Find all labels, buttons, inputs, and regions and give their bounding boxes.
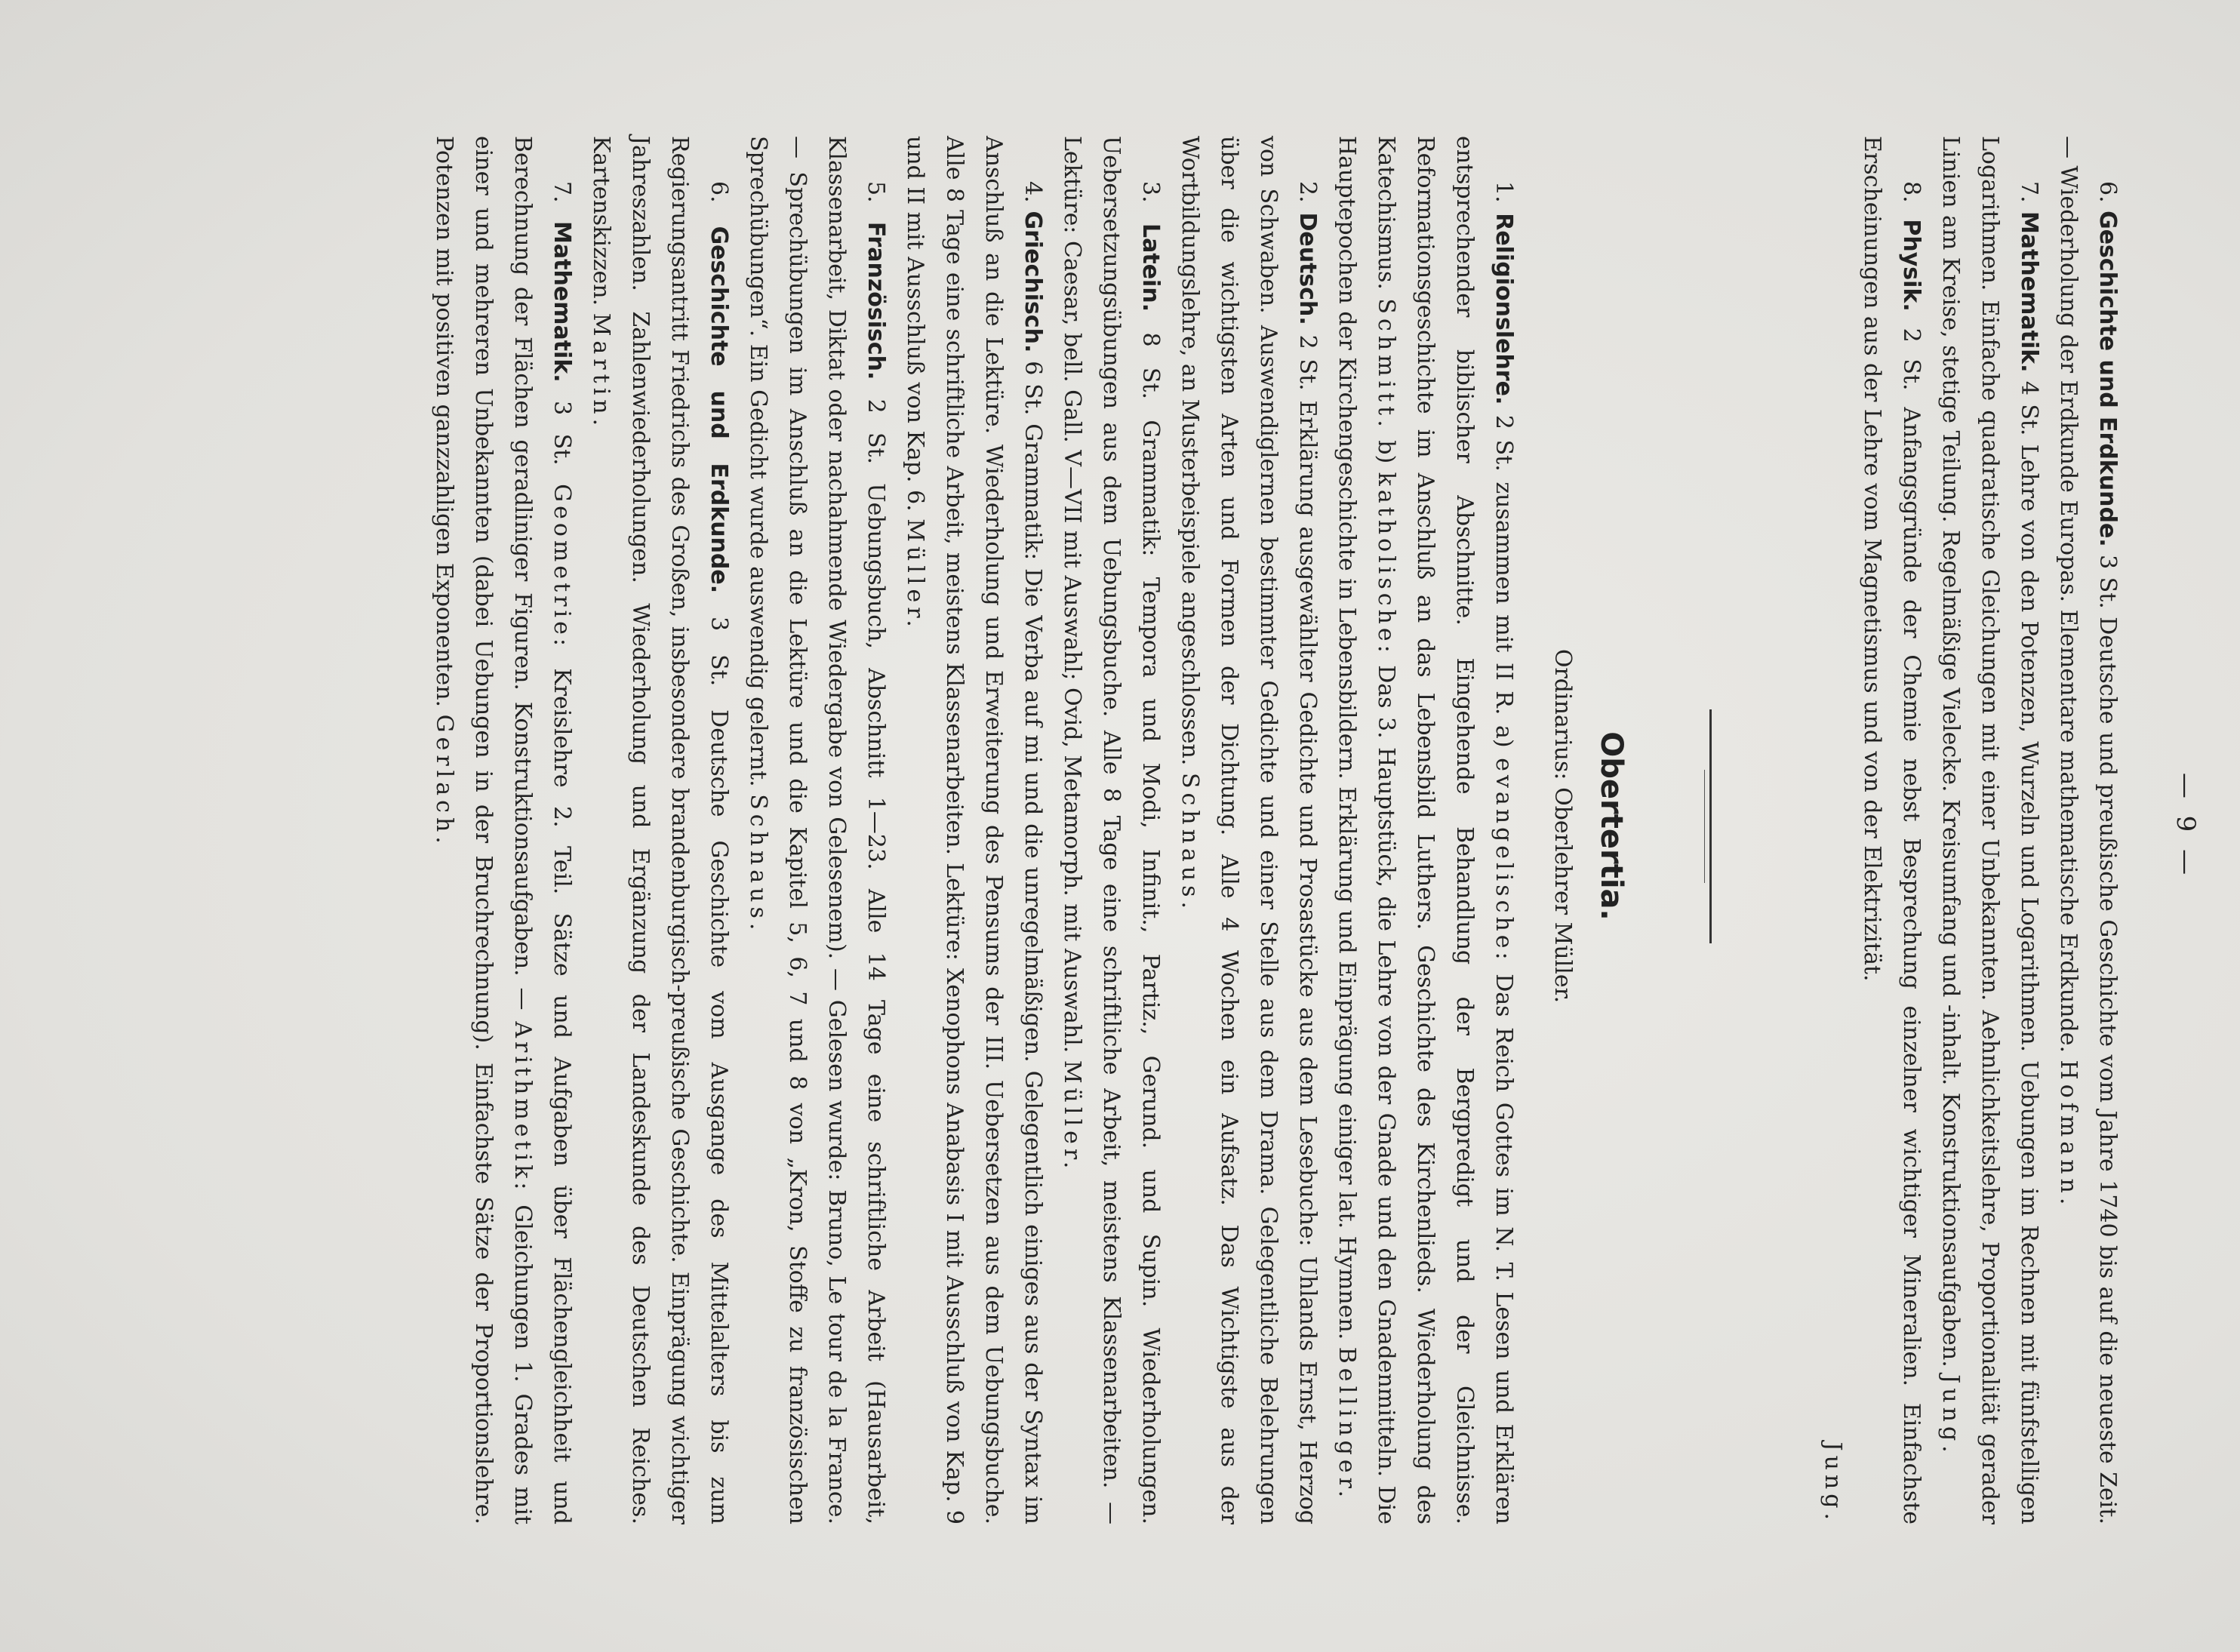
teacher-name: Gerlach. — [431, 714, 457, 848]
spaced-term: Arithmetik: — [509, 1021, 536, 1194]
teacher-name: Schmitt. — [1373, 298, 1399, 432]
paragraph-heading: Geschichte und Erdkunde. — [2094, 211, 2121, 547]
section-divider — [1709, 709, 1712, 943]
paragraph-number: 5. — [863, 181, 889, 203]
paragraph-heading: Griechisch. — [1020, 211, 1046, 353]
teacher-name: Müller. — [1059, 1060, 1085, 1174]
paragraph-text: Kreislehre 2. Teil. Sätze und Aufgaben über Flächengleichheit und Berechnung der Flächen geradliniger Figuren. Konstruktionsaufgaben. — — [509, 136, 575, 1524]
spaced-term: evangelische: — [1491, 758, 1517, 964]
teacher-name: Schnaus. — [745, 794, 771, 935]
paragraph-heading: Latein. — [1137, 223, 1164, 312]
paragraph-heading: Deutsch. — [1294, 212, 1321, 325]
paragraph-number: 1. — [1491, 181, 1517, 203]
paragraph-number: 6. — [2094, 181, 2121, 203]
teacher-name: Jung. — [1937, 1374, 1964, 1457]
paragraph-text: Das 3. Hauptstück, die Lehre von der Gnade und den Gnadenmitteln. Die Hauptepochen der Kirchengeschichte in Lebensbildern. Erklärung und Einprägung einiger lat. Hymnen. — [1334, 136, 1399, 1524]
top-section — [1813, 136, 2127, 1524]
class-title: Obertertia. — [1594, 731, 1629, 921]
paragraph-text: Gleichungen 1. Grades mit einer und mehreren Unbekannten (dabei Uebungen in der Bruchrechnung). Einfachste Sätze der Proportionslehre. Potenzen mit positiven ganzzahligen Exponenten. — [431, 136, 536, 1524]
spaced-term: katholische: — [1373, 472, 1399, 657]
paragraph-heading: Mathematik. — [549, 221, 575, 383]
paragraph-text: 6 St. Grammatik: Die Verba auf mi und die unregelmäßigen. Gelegentlich einiges aus der Syntax im Anschluß an die Lektüre. Wiederholung und Erweiterung des Pensums der III. Uebersetzen aus dem Uebungsbuche. Alle 8 Tage eine schriftliche Arbeit, meistens Klassenarbeiten. Lektüre: Xenophons Anabasis I mit Ausschluß von Kap. 9 und II mit Ausschluß von Kap. 6. — [902, 136, 1046, 1524]
teacher-name: Jung. — [1820, 1441, 1846, 1524]
section-divider-thin — [1704, 770, 1705, 883]
paragraph-latein — [1052, 136, 1170, 1524]
paragraph-heading: Religionslehre. — [1491, 213, 1517, 405]
paragraph-mathematik-1 — [1931, 136, 2048, 1524]
page-number: — 9 — — [2171, 772, 2201, 880]
paragraph-text: b) — [1373, 431, 1399, 472]
paragraph-number: 3. — [1137, 181, 1164, 203]
paragraph-number: 7. — [549, 181, 575, 203]
paragraph-deutsch — [1170, 136, 1327, 1524]
paragraph-physik — [1813, 136, 1931, 1524]
paragraph-text: 4 St. Lehre von den Potenzen, Wurzeln und Logarithmen. Uebungen im Rechnen mit fünfstelligen Logarithmen. Einfache quadratische Gleichungen mit einer Unbekannten. Aehnlichkeitslehre, Proportionalität gerader Linien am Kreise, stetige Teilung. Regelmäßige Vielecke. Kreisumfang und -inhalt. Konstruktionsaufgaben. — [1937, 136, 2042, 1524]
paragraph-religionslehre — [1327, 136, 1523, 1524]
paragraph-text: 2 St. Anfangsgründe der Chemie nebst Besprechung einzelner wichtiger Mineralien. Einfachste Erscheinungen aus der Lehre vom Magnetismus und von der Elektrizität. — [1859, 136, 1925, 1524]
paragraph-text: Das Reich Gottes im N. T. Lesen und Erklären entsprechender biblischer Abschnitte. Eingehende Behandlung der Bergpredigt und der Gleichnisse. Reformationsgeschichte im Anschluß an das Lebensbild Luthers. Geschichte des Kirchenlieds. Wiederholung des Katechismus. — [1373, 136, 1517, 1524]
paragraph-text: 8 St. Grammatik: Tempora und Modi, Infinit., Partiz., Gerund. und Supin. Wiederholungen. Uebersetzungsübungen aus dem Uebungsbuche. Alle 8 Tage eine schriftliche Arbeit, meistens Klassenarbeiten. — Lektüre: Caesar, bell. Gall. V—VII mit Auswahl; Ovid, Metamorph. mit Auswahl. — [1059, 136, 1164, 1524]
paragraph-text: 3 St. Deutsche Geschichte vom Ausgange des Mittelalters bis zum Regierungsantritt Friedrichs des Großen, insbesondere brandenburgisch-preußische Geschichte. Einprägung wichtiger Jahreszahlen. Zahlenwiederholungen. Wiederholung und Ergänzung der Landeskunde des Deutschen Reiches. Kartenskizzen. — [588, 136, 732, 1524]
teacher-name: Schnaus. — [1177, 772, 1203, 914]
paragraph-text: 2 St. Erklärung ausgewählter Gedichte und Prosastücke aus dem Lesebuche: Uhlands Ernst, Herzog von Schwaben. Auswendiglernen bestimmter Gedichte und einer Stelle aus dem Drama. Gelegentliche Belehrungen über die wichtigsten Arten und Formen der Dichtung. Alle 4 Wochen ein Aufsatz. Das Wichtigste aus der Wortbildungslehre, an Musterbeispiele angeschlossen. — [1177, 136, 1321, 1524]
paragraph-franzoesisch — [738, 136, 895, 1524]
paragraph-text: 3 St. — [549, 382, 575, 485]
teacher-name: Müller. — [902, 518, 928, 632]
paragraph-geschichte-erdkunde-1 — [2048, 136, 2127, 1524]
paragraph-number: 2. — [1294, 181, 1321, 203]
paragraph-number: 7. — [2016, 181, 2042, 203]
paragraph-number: 4. — [1020, 181, 1046, 203]
teacher-name: Hofmann. — [2055, 1060, 2082, 1210]
paragraph-heading: Französisch. — [863, 221, 889, 380]
paragraph-mathematik-2 — [424, 136, 581, 1524]
paragraph-heading: Geschichte und Erdkunde. — [706, 226, 732, 594]
ordinarius-line: Ordinarius: Oberlehrer Müller. — [1549, 648, 1576, 1004]
paragraph-text: 2 St. Uebungsbuch, Abschnitt 1—23. Alle 14 Tage eine schriftliche Arbeit (Hausarbeit, Klassenarbeit, Diktat oder nachahmende Wiedergabe von Gelesenem). — Gelesen wurde: Bruno, Le tour de la France. — Sprechübungen im Anschluß an die Lektüre und die Kapitel 5, 6, 7 und 8 von „Kron, Stoffe zu französischen Sprechübungen“. Ein Gedicht wurde auswendig gelernt. — [745, 136, 889, 1524]
paragraph-heading: Mathematik. — [2016, 211, 2042, 373]
bottom-section — [424, 136, 1523, 1524]
paragraph-number: 8. — [1898, 181, 1925, 203]
teacher-name: Martin. — [588, 312, 614, 431]
paragraph-geschichte-erdkunde-2 — [581, 136, 738, 1524]
teacher-name: Bellinger. — [1334, 1346, 1360, 1503]
paragraph-number: 6. — [706, 181, 732, 203]
paragraph-text: 3 St. Deutsche und preußische Geschichte vom Jahre 1740 bis auf die neueste Zeit. — Wiederholung der Erdkunde Europas. Elementare mathematische Erdkunde. — [2055, 136, 2121, 1524]
paragraph-heading: Physik. — [1898, 219, 1925, 312]
spaced-term: Geometrie: — [549, 484, 575, 650]
paragraph-text: 2 St. zusammen mit II R. a) — [1491, 405, 1517, 758]
paragraph-griechisch — [895, 136, 1052, 1524]
